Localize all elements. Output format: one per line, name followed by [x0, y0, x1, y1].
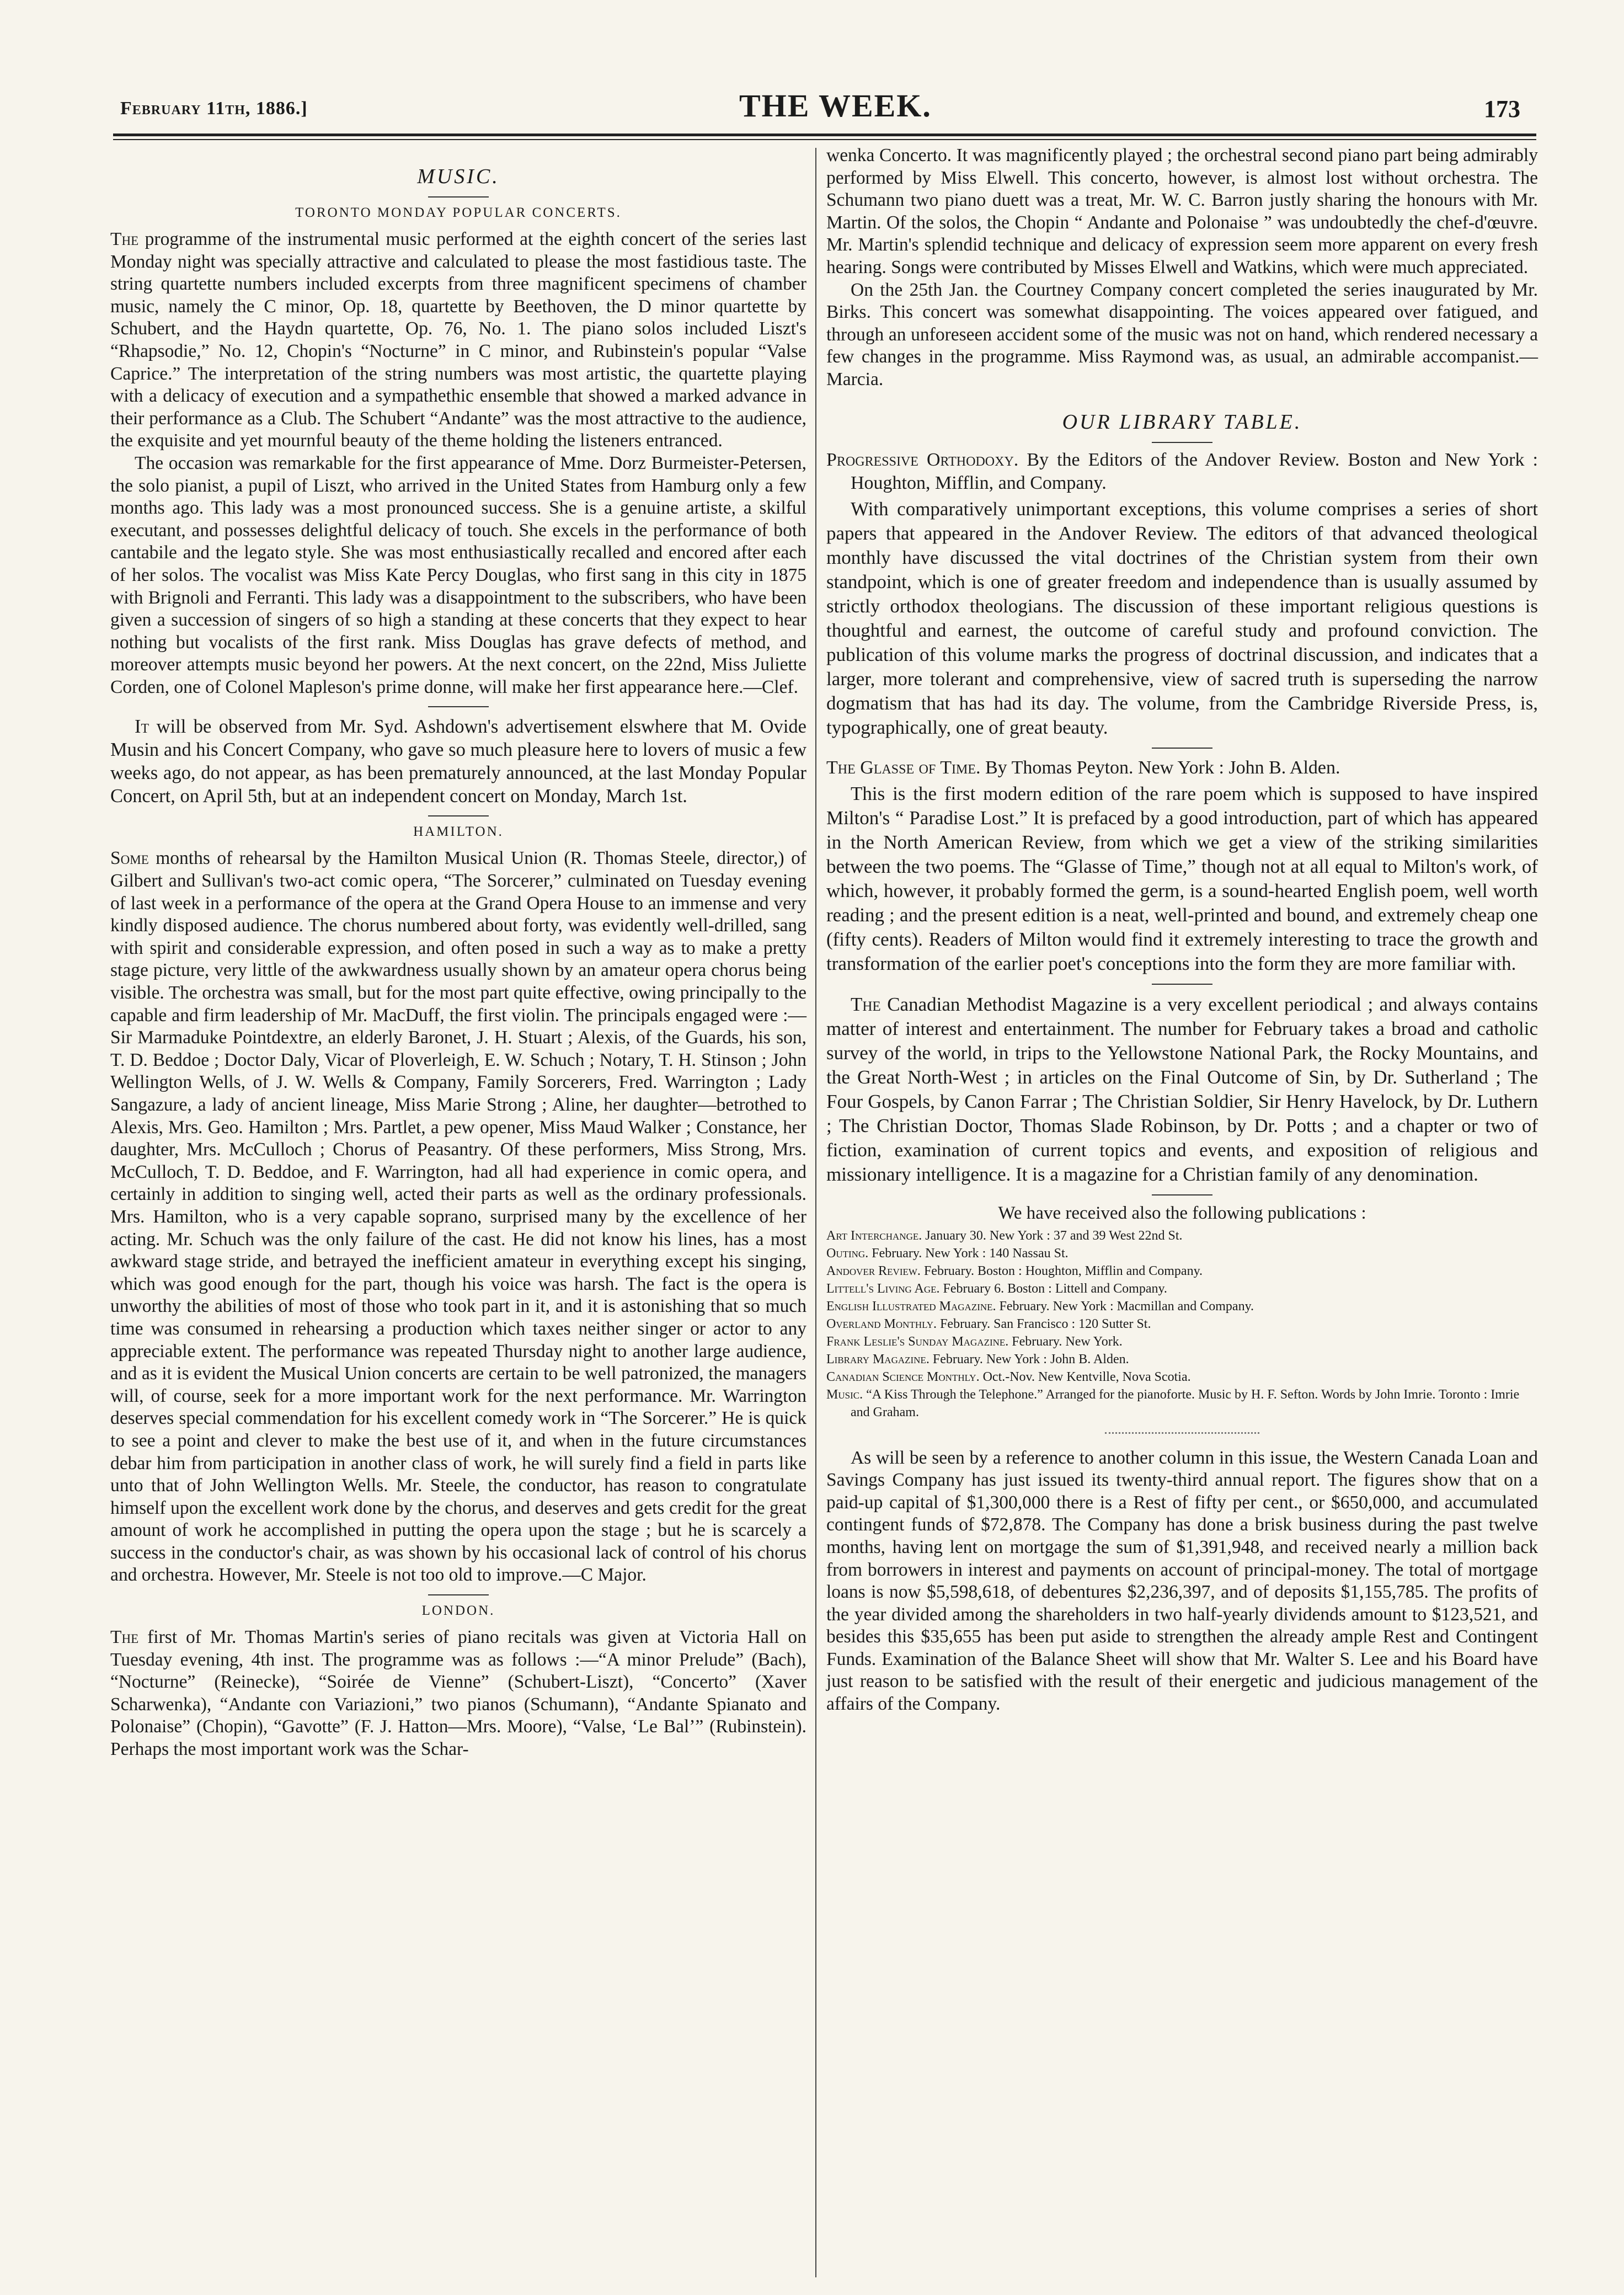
- publication-item: [826, 1351, 1538, 1368]
- publication-detail: February. Boston : Houghton, Mifflin and Company.: [920, 1263, 1203, 1278]
- publication-detail: Oct.-Nov. New Kentville, Nova Scotia.: [979, 1369, 1191, 1384]
- publication-item: [826, 1315, 1538, 1333]
- publication-name: Canadian Science Monthly.: [826, 1369, 980, 1384]
- methodist-magazine-review: The Canadian Methodist Magazine is a very excellent periodical ; and always contains matter of interest and entertainment. The number for February takes a broad and catholic survey of the world, in trips to the Yellowstone National Park, the Rocky Mountains, and the Great North-West ; in articles on the Final Outcome of Sin, by Dr. Sutherland ; The Four Gospels, by Canon Farrar ; The Christian Soldier, Sir Henry Havelock, by Dr. Luthern ; The Christian Doctor, Thomas Slade Robinson, by Dr. Potts ; and a chapter or two of fiction, examination of current topics and events, and exposition of religious and missionary intelligence. It is a magazine for a Christian family of any denomination.: [826, 993, 1538, 1185]
- section-rule: [1152, 1194, 1212, 1195]
- page-number: 173: [1484, 95, 1520, 122]
- section-rule: [1152, 984, 1212, 985]
- glasse-of-time-review: This is the first modern edition of the rare poem which is supposed to have inspired Milton's “ Paradise Lost.” It is prefaced by a good introduction, part of which has appeared in the North American Review, from which we get a view of the striking similarities between the two poems. The “Glasse of Time,” though not at all equal to Milton's work, of which, however, it probably formed the germ, is a sound-hearted English poem, well worth reading ; and the present edition is a neat, well-printed and bound, and extremely cheap one (fifty cents). Readers of Milton would find it extremely interesting to trace the growth and transformation of the earlier poet's conceptions into the form they are more familiar with.: [826, 782, 1538, 974]
- ashdown-paragraph: It will be observed from Mr. Syd. Ashdown's advertisement elswhere that M. Ovide Musin and his Concert Company, who gave so much pleasure here to lovers of music a few weeks ago, do not appear, as has been prematurely announced, at the last Monday Popular Concert, on April 5th, but at an independent concert on Monday, March 1st.: [110, 716, 806, 807]
- publication-item: [826, 1262, 1538, 1280]
- publication-detail: February 6. Boston : Littell and Company.: [939, 1281, 1167, 1296]
- section-rule: [1152, 748, 1212, 749]
- publication-detail: February. New York.: [1008, 1334, 1123, 1349]
- toronto-subtitle: TORONTO MONDAY POPULAR CONCERTS.: [295, 205, 622, 220]
- publication-name: Art Interchange.: [826, 1228, 922, 1243]
- header-rule: [113, 134, 1536, 136]
- publication-item: [826, 1333, 1538, 1351]
- publication-name: Frank Leslie's Sunday Magazine.: [826, 1334, 1009, 1349]
- masthead-title: THE WEEK.: [739, 88, 932, 124]
- publication-name: Outing.: [826, 1246, 869, 1261]
- publication-detail: February. San Francisco : 120 Sutter St.: [937, 1316, 1151, 1331]
- progressive-orthodoxy-review: With comparatively unimportant exceptions, this volume comprises a series of short papers that appeared in the Andover Review. The editors of that advanced theological monthly have discussed the vital doctrines of the Christian system from their own standpoint, which is one of greater freedom and independence than is usually assumed by strictly orthodox theologians. The discussion of these important religious questions is thoughtful and earnest, the outcome of careful study and profound conviction. The publication of this volume marks the progress of doctrinal discussion, and indicates that a larger, more tolerant and comprehensive, view of sacred truth is superseding the narrow dogmatism that has had its day. The volume, from the Cambridge Riverside Press, is, typographically, one of great beauty.: [826, 498, 1538, 738]
- section-rule: [428, 1594, 489, 1595]
- section-rule: [428, 815, 489, 816]
- publication-detail: February. New York : 140 Nassau St.: [868, 1246, 1069, 1261]
- toronto-paragraph-2: The occasion was remarkable for the first appearance of Mme. Dorz Burmeister-Petersen, the solo pianist, a pupil of Liszt, who arrived in the United States from Hamburg only a few months ago. This lady was a most pronounced success. She is a genuine artiste, a skilful executant, and possesses delightful delicacy of touch. She excels in the performance of both cantabile and the legato style. She was most enthusiastically recalled and encored after each of her solos. The vocalist was Miss Kate Percy Douglas, who first sang in this city in 1875 with Brignoli and Ferranti. This lady was a disappointment to the subscribers, who have been given a succession of singers of so high a standing at these concerts that they expect to hear nothing but vocalists of the first rank. Miss Douglas has grave defects of method, and moreover attempts music beyond her powers. At the next concert, on the 22nd, Miss Juliette Corden, one of Colonel Mapleson's prime donne, will make her first appearance here.—Clef.: [110, 452, 806, 697]
- dotted-rule: [1105, 1432, 1259, 1434]
- header-rule-thin: [113, 139, 1536, 140]
- right-column: [826, 145, 1538, 1716]
- publication-name: Littell's Living Age.: [826, 1281, 940, 1296]
- book-heading-progressive-orthodoxy: Progressive Orthodoxy. By the Editors of the Andover Review. Boston and New York : Houghton, Mifflin, and Company.: [826, 449, 1538, 493]
- publication-detail: January 30. New York : 37 and 39 West 22nd St.: [922, 1228, 1183, 1243]
- publication-name: Music.: [826, 1387, 863, 1402]
- received-intro: We have received also the following publications :: [998, 1203, 1366, 1223]
- publication-name: Andover Review.: [826, 1263, 921, 1278]
- publication-name: Overland Monthly.: [826, 1316, 937, 1331]
- courtney-paragraph: On the 25th Jan. the Courtney Company concert completed the series inaugurated by Mr. Birks. This concert was somewhat disappointing. The voices appeared over fatigued, and through an unforeseen accident some of the music was not on hand, which rendered necessary a few changes in the programme. Miss Raymond was, as usual, an admirable accompanist.—Marcia.: [826, 279, 1538, 389]
- publication-detail: February. New York : John B. Alden.: [929, 1352, 1129, 1367]
- left-column: [110, 160, 806, 1761]
- book-heading-glasse-of-time: The Glasse of Time. By Thomas Peyton. New York : John B. Alden.: [826, 757, 1340, 778]
- london-subtitle: LONDON.: [421, 1603, 495, 1619]
- publication-detail: February. New York : Macmillan and Company.: [996, 1299, 1254, 1314]
- publication-item: [826, 1227, 1538, 1245]
- library-reviews: [826, 449, 1538, 1187]
- publication-item: [826, 1386, 1538, 1421]
- publication-name: English Illustrated Magazine.: [826, 1299, 996, 1314]
- publication-item: [826, 1245, 1538, 1262]
- section-rule: [1152, 442, 1212, 443]
- section-rule: [428, 196, 489, 198]
- publication-name: Library Magazine.: [826, 1352, 929, 1367]
- column-divider: [815, 148, 816, 2277]
- section-rule: [428, 706, 489, 707]
- publication-item: [826, 1368, 1538, 1386]
- issue-date: February 11th, 1886.]: [120, 98, 308, 119]
- music-section-title: MUSIC.: [417, 165, 500, 188]
- hamilton-subtitle: HAMILTON.: [413, 824, 504, 840]
- publications-list: [826, 1227, 1538, 1421]
- library-section-title: OUR LIBRARY TABLE.: [1062, 410, 1302, 434]
- hamilton-paragraph: Some months of rehearsal by the Hamilton Musical Union (R. Thomas Steele, director,) of Gilbert and Sullivan's two-act comic opera, “The Sorcerer,” culminated on Tuesday evening of last week in a performance of the opera at the Grand Opera House to an immense and very kindly disposed audience. The chorus numbered about forty, was evidently well-drilled, sang with spirit and considerable expression, and often posed in such a way as to make a pretty stage picture, very little of the awkwardness usually shown by an amateur opera chorus being visible. The orchestra was small, but for the most part quite effective, owing principally to the capable and firm leadership of Mr. MacDuff, the first violin. The principals engaged were :—Sir Marmaduke Pointdextre, an elderly Baronet, J. H. Stuart ; Alexis, of the Guards, his son, T. D. Beddoe ; Doctor Daly, Vicar of Ploverleigh, E. W. Schuch ; Notary, T. H. Stinson ; John Wellington Wells, of J. W. Wells & Company, Family Sorcerers, Fred. Warrington ; Lady Sangazure, a lady of ancient lineage, Miss Marie Strong ; Aline, her daughter—betrothed to Alexis, Mrs. Geo. Hamilton ; Mrs. Partlet, a pew opener, Miss Maud Walker ; Constance, her daughter, Mrs. McCulloch ; Chorus of Peasantry. Of these performers, Miss Strong, Mrs. McCulloch, T. D. Beddoe, and F. Warrington, had all had experience in comic opera, and certainly in addition to singing well, acted their parts as well as the ordinary professionals. Mrs. Hamilton, who is a very capable soprano, surprised many by the excellence of her acting. Mr. Schuch was the only failure of the cast. He did not know his lines, has a most awkward stage stride, and betrayed the inefficient amateur in everything except his singing, which was good enough for the part, though his voice was harsh. The fact is the opera is unworthy the abilities of most of those who took part in it, and it is astonishing that so much time was consumed in rehearsing a production which taxes neither singer or actor to any appreciable extent. The performance was repeated Thursday night to another large audience, and as it is evident the Musical Union concerts are certain to be well patronized, the managers will, of course, seek for a more important work for the next performance. Mr. Warrington deserves special commendation for his excellent comedy work in “The Sorcerer.” He is quick to see a point and clever to make the best use of it, and when in the future circumstances debar him from participation in another class of work, he will surely find a field in parts like unto that of John Wellington Wells. Mr. Steele, the conductor, has reason to congratulate himself upon the excellent work done by the chorus, and deserves and gets credit for the great amount of work he accomplished in putting the opera upon the stage ; but he is scarcely a success in the conductor's chair, as was shown by his occasional lack of control of his chorus and orchestra. However, Mr. Steele is not too old to improve.—C Major.: [110, 848, 807, 1586]
- toronto-paragraph-1: The programme of the instrumental music performed at the eighth concert of the series last Monday night was specially attractive and calculated to please the most fastidious taste. The string quartette numbers included excerpts from three magnificent specimens of chamber music, namely the C minor, Op. 18, quartette by Beethoven, the D minor quartette by Schubert, and the Haydn quartette, Op. 76, No. 1. The piano solos included Liszt's “Rhapsodie,” No. 12, Chopin's “Nocturne” in C minor, and Rubinstein's popular “Valse Caprice.” The interpretation of the string numbers was most artistic, the quartette playing with a delicacy of execution and a sympathethic ensemble that showed a marked advance in their performance as a Club. The Schubert “Andante” was the most attractive to the audience, the exquisite and yet mournful beauty of the theme holding the listeners entranced.: [110, 229, 807, 451]
- london-paragraph: The first of Mr. Thomas Martin's series of piano recitals was given at Victoria Hall on Tuesday evening, 4th inst. The programme was as follows :—“A minor Prelude” (Bach), “Nocturne” (Reinecke), “Soirée de Vienne” (Schubert-Liszt), “Concerto” (Xaver Scharwenka), “Andante con Variazioni,” two pianos (Schumann), “Andante Spianato and Polonaise” (Chopin), “Gavotte” (F. J. Hatton—Mrs. Moore), “Valse, ‘Le Bal’” (Rubinstein). Perhaps the most important work was the Schar-: [110, 1627, 806, 1760]
- publication-item: [826, 1280, 1538, 1298]
- lead-word: The: [110, 229, 139, 249]
- london-continuation: wenka Concerto. It was magnificently played ; the orchestral second piano part being admirably performed by Miss Elwell. This concerto, however, is almost lost without orchestra. The Schumann two piano duett was a treat, Mr. W. C. Barron justly sharing the honours with Mr. Martin. Of the solos, the Chopin “ Andante and Polonaise ” was undoubtedly the chef-d'œuvre. Mr. Martin's splendid technique and delicacy of expression seem more apparent on every fresh hearing. Songs were contributed by Misses Elwell and Watkins, which were much appreciated.: [826, 145, 1538, 277]
- publication-detail: “A Kiss Through the Telephone.” Arranged for the pianoforte. Music by H. F. Sefton. Words by John Imrie. Toronto : Imrie and Graham.: [851, 1387, 1520, 1419]
- publication-item: [826, 1298, 1538, 1315]
- western-canada-loan-paragraph: As will be seen by a reference to another column in this issue, the Western Canada Loan and Savings Company has just issued its twenty-third annual report. The figures show that on a paid-up capital of $1,300,000 there is a Rest of fifty per cent., or $650,000, and accumulated contingent funds of $72,878. The Company has done a brisk business during the past twelve months, having lent on mortgage the sum of $1,391,948, and received nearly a million back from borrowers in interest and payments on account of principal-money. The total of mortgage loans is now $5,598,618, of debentures $2,236,397, and of deposits $1,155,785. The profits of the year divided among the shareholders in two half-yearly dividends amount to $123,521, and besides this $35,655 has been put aside to strengthen the already ample Rest and Contingent Funds. Examination of the Balance Sheet will show that Mr. Walter S. Lee and his Board have just reason to be satisfied with the result of their energetic and judicious management of the affairs of the Company.: [826, 1447, 1538, 1715]
